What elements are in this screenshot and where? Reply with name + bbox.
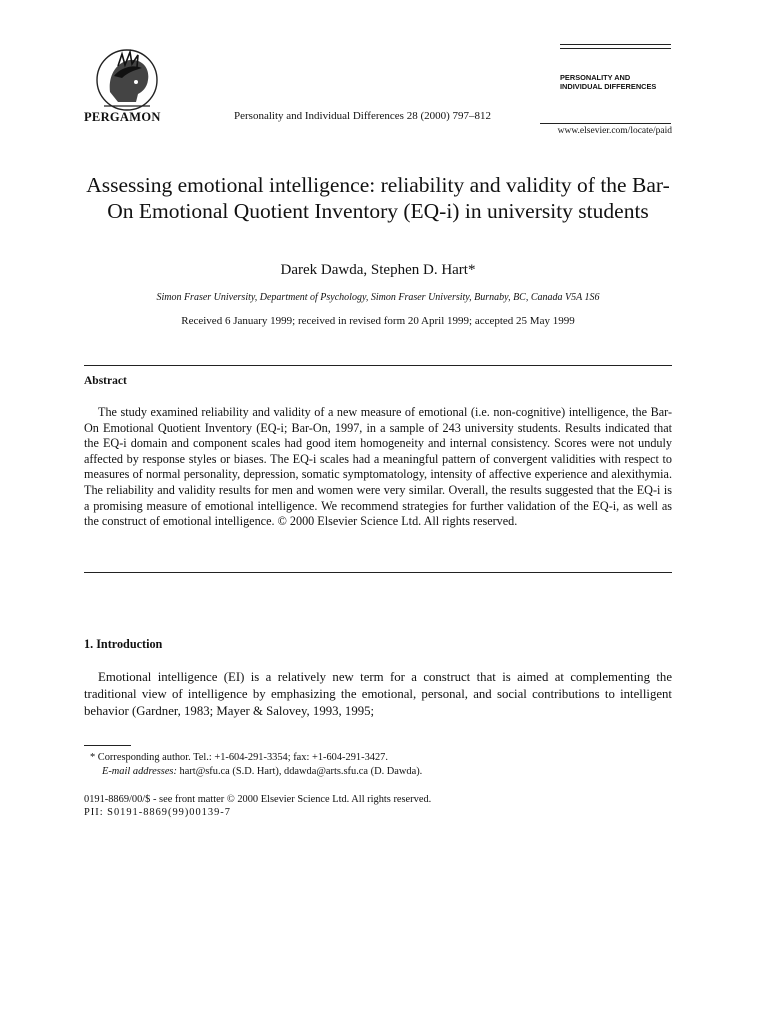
footnote-emails bbox=[102, 765, 422, 779]
footnote-rule bbox=[84, 745, 131, 746]
author-affiliation: Simon Fraser University, Department of Psychology, Simon Fraser University, Burnaby, BC, Canada V5A 1S6 bbox=[156, 292, 600, 303]
abstract-heading: Abstract bbox=[84, 375, 127, 387]
journal-name-line-2: INDIVIDUAL DIFFERENCES bbox=[560, 82, 657, 91]
publisher-name: PERGAMON bbox=[84, 110, 161, 124]
journal-url-link[interactable]: www.elsevier.com/locate/paid bbox=[557, 126, 672, 136]
article-title: Assessing emotional intelligence: reliability and validity of the Bar-On Emotional Quotient Inventory (EQ-i) in university students bbox=[86, 173, 670, 223]
section-heading-introduction: 1. Introduction bbox=[84, 637, 163, 651]
footnote-corresponding-author: * Corresponding author. Tel.: +1-604-291-3354; fax: +1-604-291-3427. bbox=[90, 752, 388, 763]
email-addresses: hart@sfu.ca (S.D. Hart), ddawda@arts.sfu.ca (D. Dawda). bbox=[176, 766, 423, 777]
abstract-top-rule bbox=[84, 365, 672, 366]
article-authors: Darek Dawda, Stephen D. Hart* bbox=[280, 262, 476, 278]
journal-rule bbox=[560, 44, 671, 45]
journal-citation: Personality and Individual Differences 28 (2000) 797–812 bbox=[234, 110, 492, 122]
journal-rule bbox=[560, 48, 671, 49]
journal-name bbox=[560, 73, 672, 91]
abstract-text: The study examined reliability and validity of a new measure of emotional (i.e. non-cognitive) intelligence, the Bar-On Emotional Quotient Inventory (EQ-i; Bar-On, 1997, in a sample of 243 university students. Results indicated that the EQ-i domain and component scales had good item homogeneity and internal consistency. Scores were not unduly affected by response styles or biases. The EQ-i scales had a meaningful pattern of convergent validities with respect to measures of normal personality, depression, somatic symptomatology, intensity of affective experience and alexithymia. The reliability and validity results for men and women were very similar. Overall, the results suggested that the EQ-i is a promising measure of emotional intelligence. We recommend strategies for further validation of the EQ-i, as well as the construct of emotional intelligence. © 2000 Elsevier Science Ltd. All rights reserved. bbox=[84, 405, 672, 529]
issn-line: 0191-8869/00/$ - see front matter © 2000 Elsevier Science Ltd. All rights reserved. bbox=[84, 794, 432, 805]
introduction-text: Emotional intelligence (EI) is a relatively new term for a construct that is aimed at complementing the traditional view of intelligence by emphasizing the emotional, personal, and social contributions to intelligent behavior (Gardner, 1983; Mayer & Salovey, 1993, 1995; bbox=[84, 670, 672, 718]
journal-name-line-1: PERSONALITY AND bbox=[560, 73, 631, 82]
journal-rule bbox=[540, 123, 671, 124]
email-label: E-mail addresses: bbox=[102, 766, 177, 777]
publisher-logo-icon bbox=[92, 46, 162, 114]
pii-line: PII: S0191-8869(99)00139-7 bbox=[84, 807, 231, 818]
article-dates: Received 6 January 1999; received in revised form 20 April 1999; accepted 25 May 1999 bbox=[181, 315, 575, 327]
abstract-bottom-rule bbox=[84, 572, 672, 573]
